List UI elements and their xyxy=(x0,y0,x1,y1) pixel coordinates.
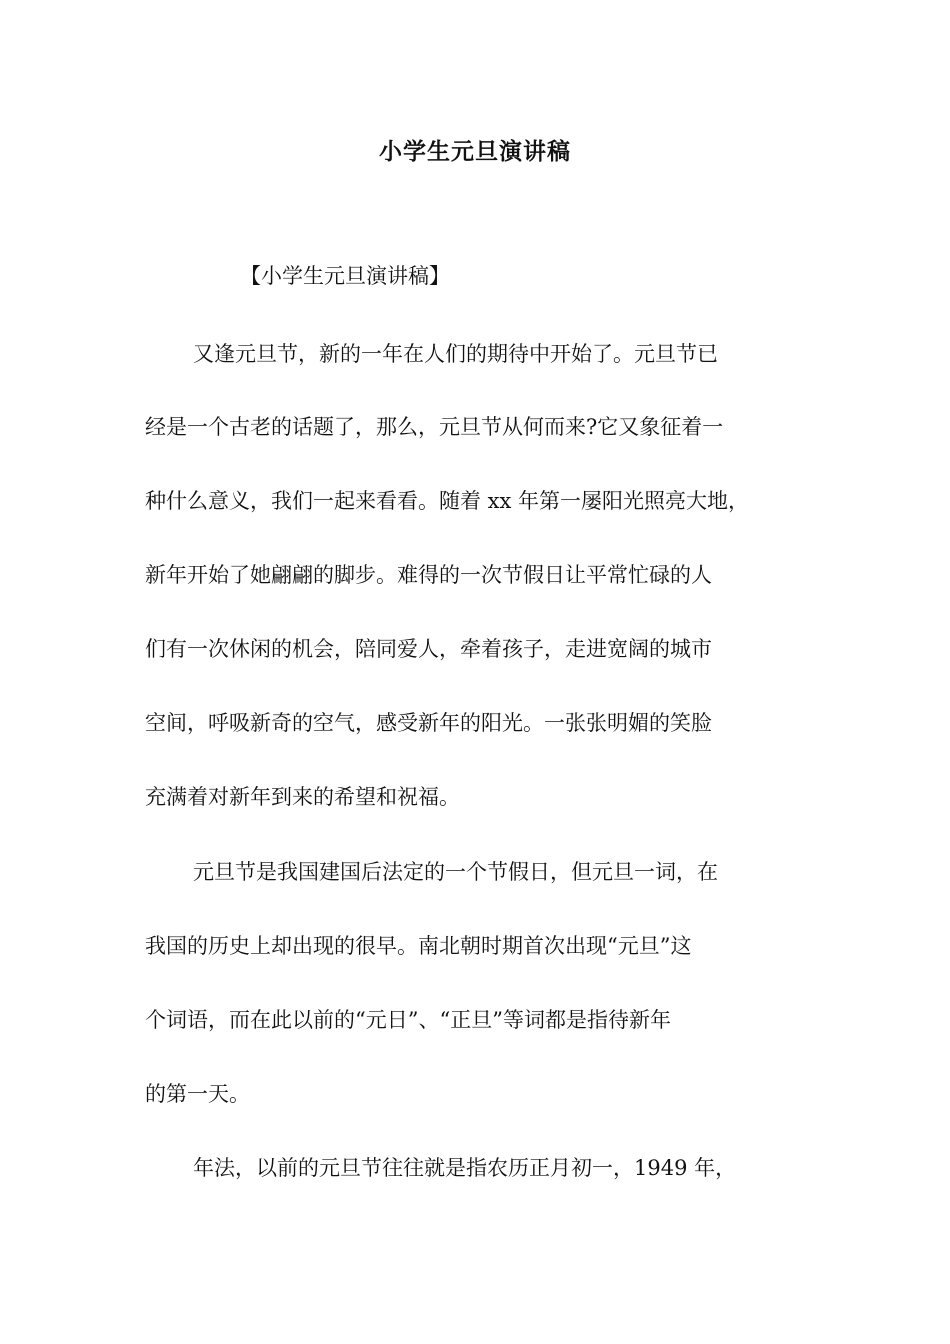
paragraph-1-line-5: 们有一次休闲的机会，陪同爱人，牵着孩子，走进宽阔的城市 xyxy=(145,637,712,661)
paragraph-2-line-2: 我国的历史上却出现的很早。南北朝时期首次出现“元旦”这 xyxy=(145,934,692,958)
page-title: 小学生元旦演讲稿 xyxy=(379,138,571,165)
paragraph-2-line-4: 的第一天。 xyxy=(145,1082,250,1106)
paragraph-1-line-4: 新年开始了她翩翩的脚步。难得的一次节假日让平常忙碌的人 xyxy=(145,563,712,587)
paragraph-1-line-6: 空间，呼吸新奇的空气，感受新年的阳光。一张张明媚的笑脸 xyxy=(145,711,712,735)
document-subtitle: 【小学生元旦演讲稿】 xyxy=(240,264,450,288)
paragraph-1-line-7: 充满着对新年到来的希望和祝福。 xyxy=(145,785,460,809)
paragraph-1-line-1: 又逢元旦节，新的一年在人们的期待中开始了。元旦节已 xyxy=(193,342,718,366)
paragraph-3-line-1: 年法，以前的元旦节往往就是指农历正月初一，1949 年， xyxy=(193,1156,737,1180)
paragraph-2-line-3: 个词语，而在此以前的“元日”、“正旦”等词都是指待新年 xyxy=(145,1008,671,1032)
paragraph-1-line-3: 种什么意义，我们一起来看看。随着 xx 年第一屡阳光照亮大地， xyxy=(145,489,750,513)
paragraph-2-line-1: 元旦节是我国建国后法定的一个节假日，但元旦一词，在 xyxy=(193,860,718,884)
paragraph-1-line-2: 经是一个古老的话题了，那么，元旦节从何而来?它又象征着一 xyxy=(145,415,724,439)
